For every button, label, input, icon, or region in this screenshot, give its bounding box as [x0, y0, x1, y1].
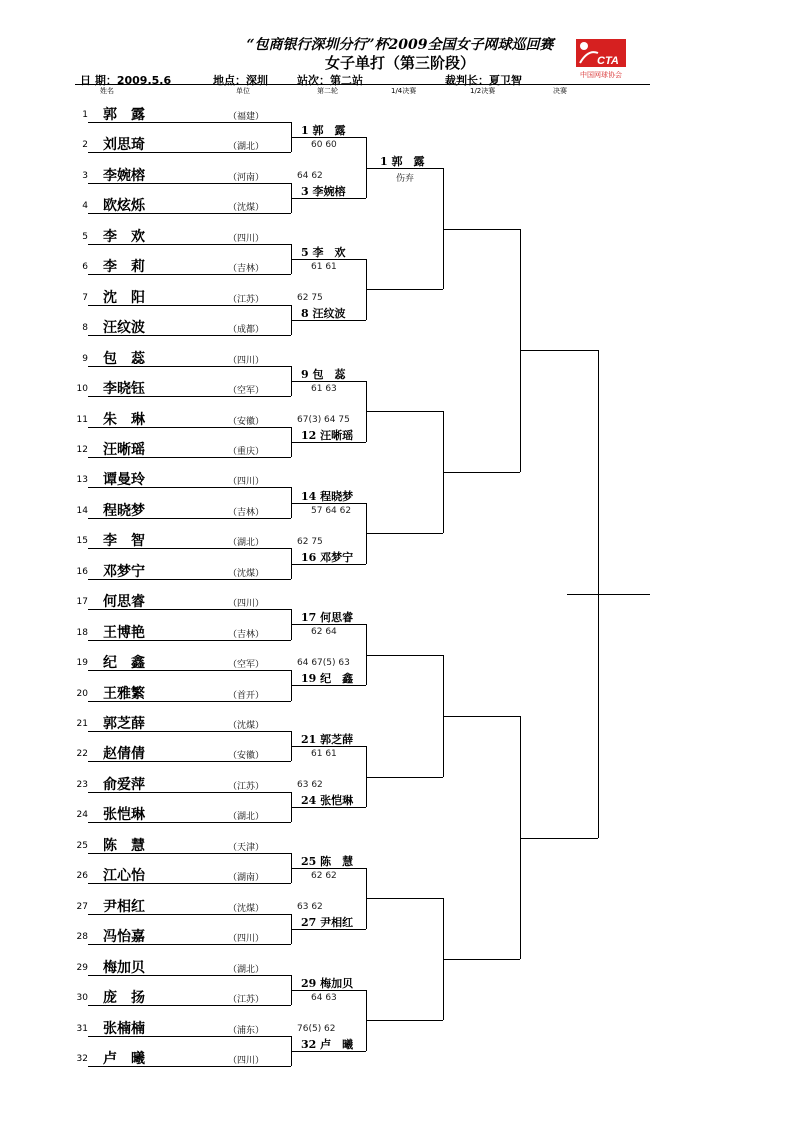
cta-logo-icon	[566, 37, 632, 81]
player-seq: 3	[82, 170, 88, 181]
round2-winner: 16 邓梦宁	[301, 550, 354, 564]
round2-winner: 12 汪晰瑶	[301, 428, 354, 442]
player-name: 江心怡	[103, 868, 145, 885]
winner-line	[520, 350, 598, 351]
round2-score: 60 60	[311, 140, 337, 151]
winner-line	[366, 533, 443, 534]
winner-line	[366, 411, 443, 412]
player-unit: （四川）	[228, 1055, 265, 1066]
meta-date: 日 期：2009.5.6	[80, 74, 172, 87]
player-unit: （吉林）	[228, 507, 265, 518]
player-line	[88, 244, 291, 245]
player-name: 李 莉	[103, 259, 145, 276]
player-seq: 29	[76, 962, 88, 973]
player-line	[88, 548, 291, 549]
player-name: 李 欢	[103, 228, 145, 245]
player-name: 谭曼玲	[103, 472, 145, 489]
player-name: 王博艳	[103, 624, 145, 641]
player-seq: 11	[76, 414, 88, 425]
winner-line	[443, 716, 520, 717]
round2-winner: 24 张恺琳	[301, 794, 354, 808]
player-line	[88, 914, 291, 915]
player-name: 刘思琦	[103, 137, 145, 154]
player-line	[88, 853, 291, 854]
player-seq: 1	[82, 110, 88, 120]
round2-score: 57 64 62	[311, 505, 352, 516]
round2-score: 62 75	[297, 292, 323, 303]
player-line	[88, 609, 291, 610]
player-line	[88, 731, 291, 732]
player-seq: 25	[76, 840, 88, 851]
player-seq: 23	[76, 779, 88, 790]
player-line	[88, 183, 291, 184]
player-seq: 30	[76, 993, 88, 1004]
round2-winner: 9 包 蕊	[301, 367, 346, 381]
player-unit: （安徽）	[228, 416, 265, 427]
player-line	[88, 579, 291, 580]
round2-score: 76(5) 62	[297, 1023, 336, 1034]
player-unit: （江苏）	[228, 995, 265, 1006]
round2-score: 64 67(5) 63	[297, 658, 350, 669]
player-name: 李 智	[103, 533, 145, 550]
round2-score: 64 63	[311, 992, 337, 1003]
player-name: 赵倩倩	[103, 746, 145, 763]
player-line	[88, 1005, 291, 1006]
player-line	[88, 1036, 291, 1037]
player-unit: （湖北）	[228, 142, 265, 153]
player-line	[88, 213, 291, 214]
round2-winner: 8 汪纹波	[301, 306, 346, 320]
col-header-name: 姓名	[100, 87, 114, 95]
player-line	[88, 305, 291, 306]
player-line	[88, 944, 291, 945]
player-unit: （沈煤）	[228, 721, 265, 731]
round2-score: 61 61	[311, 749, 337, 760]
logo-caption: 中国网球协会	[580, 71, 622, 79]
col-header-final: 决赛	[553, 87, 567, 95]
player-name: 纪 鑫	[103, 655, 145, 672]
player-name: 李婉榕	[103, 167, 145, 184]
round2-winner: 3 李婉榕	[301, 185, 346, 199]
player-line	[88, 366, 291, 367]
player-unit: （安徽）	[228, 751, 265, 762]
quarter-winner: 1 郭 露	[380, 154, 425, 168]
player-unit: （空军）	[228, 660, 265, 671]
player-name: 尹相红	[103, 898, 145, 915]
player-name: 卢 曦	[103, 1050, 145, 1067]
player-unit: （沈煤）	[228, 568, 265, 579]
cta-logo	[566, 37, 632, 81]
player-name: 庞 扬	[103, 990, 145, 1007]
round2-winner: 19 纪 鑫	[301, 672, 354, 686]
player-name: 张楠楠	[103, 1020, 145, 1037]
player-name: 李晓钰	[103, 381, 145, 398]
player-seq: 12	[76, 444, 88, 455]
player-unit: （吉林）	[228, 264, 265, 275]
player-seq: 20	[76, 688, 88, 699]
player-name: 邓梦宁	[103, 563, 145, 580]
winner-line	[443, 959, 520, 960]
player-name: 冯怡嘉	[103, 929, 145, 946]
round2-winner: 14 程晓梦	[301, 489, 354, 503]
player-seq: 10	[76, 384, 88, 395]
player-unit: （四川）	[228, 233, 265, 244]
winner-line	[443, 229, 520, 230]
player-unit: （沈煤）	[228, 203, 265, 214]
col-header-round2: 第二轮	[317, 87, 338, 95]
round2-score: 62 75	[297, 536, 323, 547]
player-name: 何思睿	[103, 594, 145, 611]
player-name: 陈 慧	[103, 837, 145, 854]
round2-winner: 27 尹相红	[301, 915, 354, 929]
player-seq: 26	[76, 871, 88, 882]
event-subtitle: 女子单打（第三阶段）	[324, 54, 475, 72]
round2-winner: 29 梅加贝	[301, 976, 354, 990]
quarter-score: 伤弃	[396, 173, 415, 184]
player-seq: 15	[76, 536, 88, 547]
winner-line	[366, 1020, 443, 1021]
player-line	[88, 761, 291, 762]
player-unit: （四川）	[228, 477, 265, 488]
player-name: 包 蕊	[103, 350, 145, 367]
player-unit: （首开）	[228, 690, 265, 701]
player-line	[88, 640, 291, 641]
winner-line	[520, 838, 598, 839]
champion-line	[567, 594, 650, 595]
player-seq: 7	[82, 292, 88, 303]
player-name: 沈 阳	[103, 289, 145, 306]
player-line	[88, 701, 291, 702]
player-line	[88, 122, 291, 123]
player-seq: 28	[76, 932, 88, 943]
player-name: 俞爱萍	[103, 776, 145, 793]
round2-score: 61 61	[311, 262, 337, 273]
player-seq: 27	[76, 901, 88, 912]
player-seq: 6	[82, 262, 88, 273]
player-unit: （天津）	[228, 842, 265, 853]
player-line	[88, 152, 291, 153]
player-seq: 16	[76, 566, 88, 577]
player-seq: 9	[82, 353, 88, 364]
player-seq: 24	[76, 810, 88, 821]
player-unit: （空军）	[228, 386, 265, 397]
player-unit: （四川）	[228, 599, 265, 610]
player-unit: （江苏）	[228, 781, 265, 792]
player-seq: 5	[82, 231, 88, 242]
player-name: 郭芝薛	[103, 716, 145, 732]
player-line	[88, 975, 291, 976]
player-unit: （四川）	[228, 934, 265, 945]
meta-place: 地点：深圳	[213, 74, 268, 87]
player-seq: 17	[76, 597, 88, 608]
player-line	[88, 335, 291, 336]
player-unit: （成都）	[228, 325, 265, 336]
player-seq: 4	[82, 201, 88, 212]
round2-winner: 32 卢 曦	[301, 1037, 354, 1051]
player-name: 汪纹波	[103, 320, 145, 337]
player-line	[88, 883, 291, 884]
player-line	[88, 670, 291, 671]
player-line	[88, 487, 291, 488]
player-unit: （沈煤）	[228, 903, 265, 914]
winner-line	[443, 472, 520, 473]
player-seq: 22	[76, 749, 88, 760]
player-line	[88, 457, 291, 458]
player-unit: （湖北）	[228, 812, 265, 823]
winner-line	[366, 898, 443, 899]
player-unit: （四川）	[228, 355, 265, 366]
player-name: 汪晰瑶	[103, 441, 145, 458]
player-seq: 2	[82, 140, 88, 151]
player-unit: （湖北）	[228, 964, 265, 975]
player-line	[88, 274, 291, 275]
player-seq: 31	[76, 1023, 88, 1034]
player-unit: （江苏）	[228, 294, 265, 305]
player-seq: 18	[76, 627, 88, 638]
player-unit: （吉林）	[228, 629, 265, 640]
round2-winner: 5 李 欢	[301, 246, 346, 260]
winner-line	[366, 777, 443, 778]
player-seq: 19	[76, 658, 88, 669]
player-unit: （福建）	[228, 112, 265, 122]
round2-score: 61 63	[311, 383, 337, 394]
winner-line	[366, 289, 443, 290]
player-line	[88, 822, 291, 823]
player-unit: （重庆）	[228, 446, 265, 457]
winner-line	[366, 655, 443, 656]
round2-score: 62 62	[311, 871, 337, 882]
player-seq: 13	[76, 475, 88, 486]
logo-text: CTA	[597, 55, 619, 67]
player-unit: （浦东）	[228, 1025, 265, 1036]
col-header-semi: 1/2决赛	[470, 87, 496, 95]
round2-winner: 21 郭芝薛	[301, 733, 354, 747]
col-header-unit: 单位	[236, 87, 250, 95]
round2-winner: 25 陈 慧	[301, 855, 354, 869]
player-seq: 14	[76, 505, 88, 516]
player-unit: （河南）	[228, 172, 265, 183]
player-seq: 8	[82, 323, 88, 334]
player-line	[88, 427, 291, 428]
round2-winner: 17 何思睿	[301, 611, 354, 625]
round2-score: 62 64	[311, 627, 337, 638]
player-unit: （湖南）	[228, 873, 265, 884]
player-name: 程晓梦	[103, 502, 145, 519]
player-name: 张恺琳	[103, 807, 145, 824]
round2-winner: 1 郭 露	[301, 124, 346, 138]
meta-referee: 裁判长：夏卫智	[445, 74, 522, 87]
header-rule	[75, 84, 650, 85]
player-line	[88, 1066, 291, 1067]
col-header-quarter: 1/4决赛	[391, 87, 417, 95]
player-unit: （湖北）	[228, 538, 265, 549]
player-line	[88, 396, 291, 397]
player-seq: 21	[76, 719, 88, 729]
player-name: 欧炫烁	[103, 198, 145, 215]
player-name: 郭 露	[103, 107, 145, 123]
player-name: 梅加贝	[103, 959, 145, 976]
meta-station: 站次：第二站	[297, 74, 363, 87]
round2-score: 63 62	[297, 780, 323, 791]
round2-score: 63 62	[297, 901, 323, 912]
player-line	[88, 518, 291, 519]
player-line	[88, 792, 291, 793]
round2-score: 64 62	[297, 171, 323, 182]
player-seq: 32	[76, 1053, 88, 1064]
player-name: 朱 琳	[103, 411, 145, 428]
player-name: 王雅繁	[103, 685, 145, 702]
tournament-title: “包商银行深圳分行”杯2009全国女子网球巡回赛	[246, 37, 554, 53]
round2-score: 67(3) 64 75	[297, 414, 350, 425]
